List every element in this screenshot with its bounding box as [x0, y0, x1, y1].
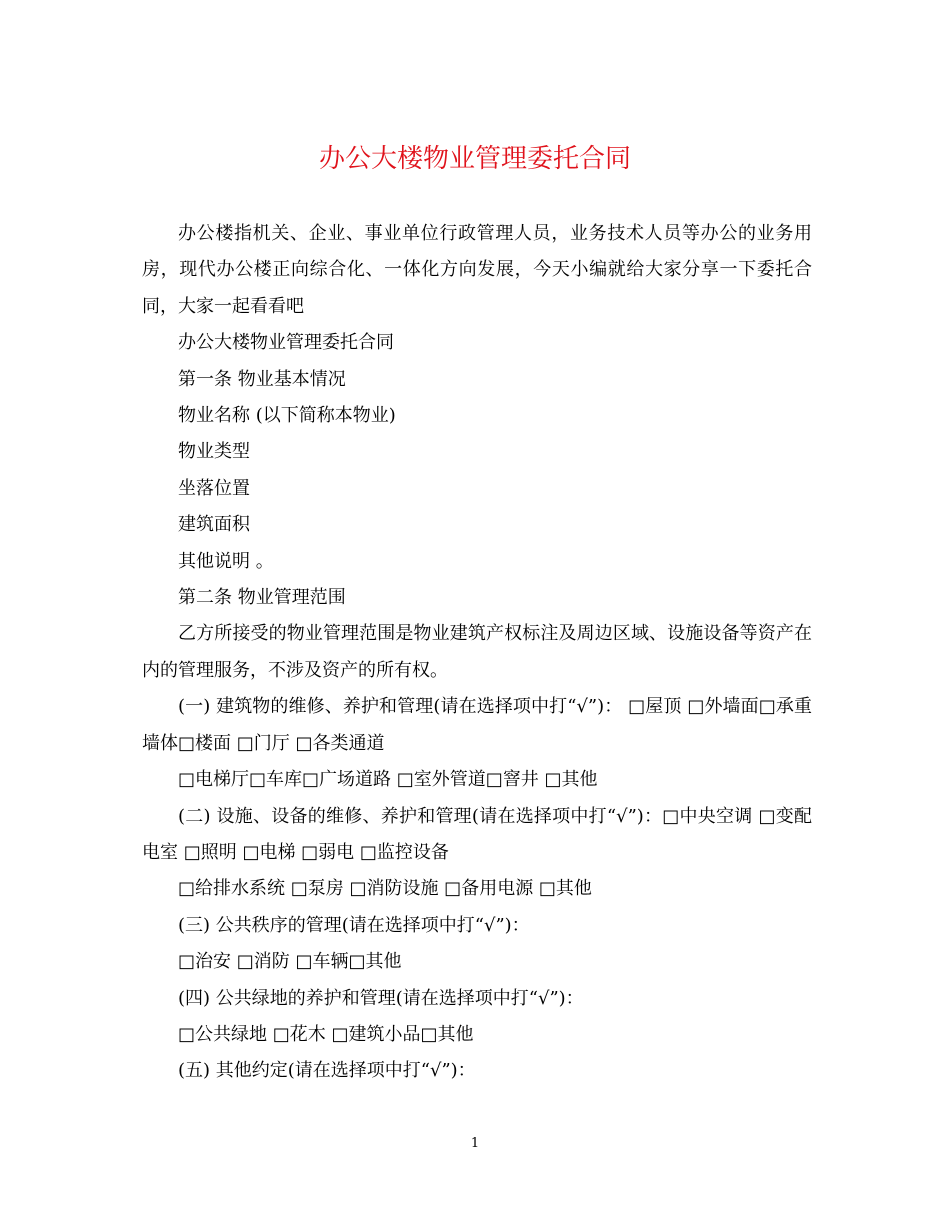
paragraph-green-space: (四) 公共绿地的养护和管理(请在选择项中打“√”)： [178, 987, 584, 1009]
paragraph-article-1-heading: 第一条 物业基本情况 [178, 368, 346, 390]
paragraph-property-type: 物业类型 [178, 441, 250, 463]
paragraph-building-options: □电梯厅□车库□广场道路 □室外管道□窨井 □其他 [178, 769, 598, 791]
paragraph-facility-maintenance: (二) 设施、设备的维修、养护和管理(请在选择项中打“√”)：□中央空调 □变配电室 □照明 □电梯 □弱电 □监控设备 [142, 805, 812, 863]
paragraph-scope-description: 乙方所接受的物业管理范围是物业建筑产权标注及周边区域、设施设备等资产在内的管理服务，不涉及资产的所有权。 [142, 623, 812, 681]
paragraph-other-notes: 其他说明 。 [178, 550, 274, 572]
paragraph-facility-options: □给排水系统 □泵房 □消防设施 □备用电源 □其他 [178, 878, 592, 900]
paragraph-intro: 办公楼指机关、企业、事业单位行政管理人员，业务技术人员等办公的业务用房，现代办公楼正向综合化、一体化方向发展，今天小编就给大家分享一下委托合同，大家一起看看吧 [142, 223, 812, 317]
paragraph-article-2-heading: 第二条 物业管理范围 [178, 587, 346, 609]
paragraph-other-agreements: (五) 其他约定(请在选择项中打“√”)： [178, 1060, 476, 1082]
page-number: 1 [470, 1136, 480, 1151]
paragraph-public-order: (三) 公共秩序的管理(请在选择项中打“√”)： [178, 914, 530, 936]
paragraph-location: 坐落位置 [178, 477, 250, 499]
paragraph-floor-area: 建筑面积 [178, 514, 250, 536]
document-body [142, 216, 812, 1090]
paragraph-contract-name: 办公大楼物业管理委托合同 [178, 332, 394, 354]
document-title: 办公大楼物业管理委托合同 [318, 144, 631, 174]
paragraph-property-name: 物业名称 (以下简称本物业) [178, 405, 396, 427]
paragraph-public-order-options: □治安 □消防 □车辆□其他 [178, 951, 402, 973]
paragraph-green-space-options: □公共绿地 □花木 □建筑小品□其他 [178, 1023, 474, 1045]
paragraph-building-maintenance: (一) 建筑物的维修、养护和管理(请在选择项中打“√”)： □屋顶 □外墙面□承重墙体□楼面 □门厅 □各类通道 [142, 696, 812, 754]
